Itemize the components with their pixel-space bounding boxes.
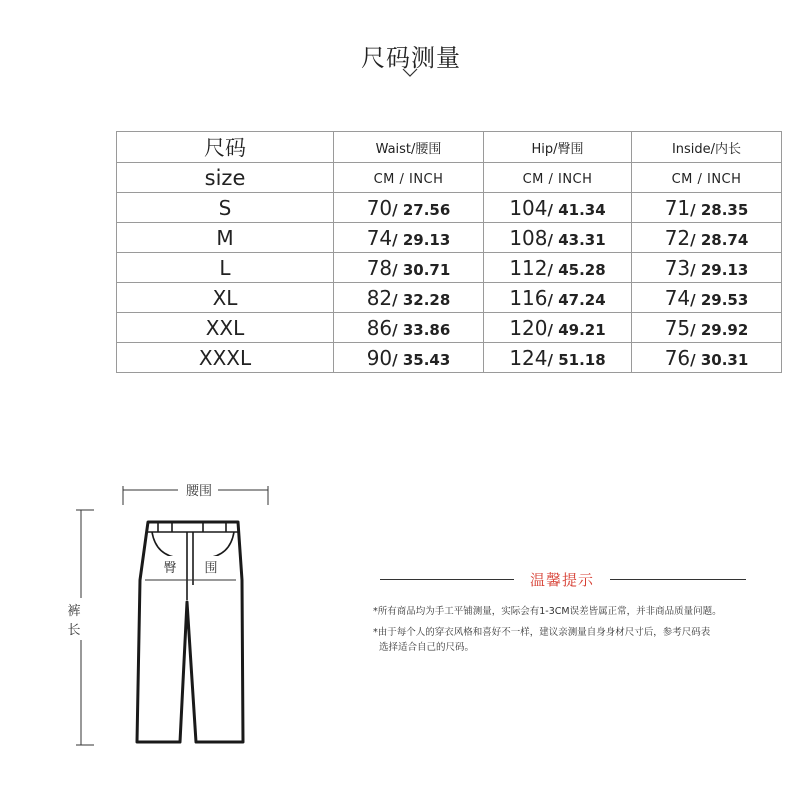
size-cell [117, 313, 334, 343]
inside-inch-value: 28.74 [700, 230, 749, 249]
table-unit-row [117, 163, 782, 193]
value-separator: / [690, 230, 701, 249]
waist-cell [334, 253, 484, 283]
size-value: S [218, 195, 232, 220]
value-separator: / [690, 320, 701, 339]
waist-cm-value: 90 [366, 345, 393, 370]
size-value: L [219, 255, 231, 280]
value-separator: / [547, 350, 559, 369]
value-separator: / [547, 320, 559, 339]
hip-cm-value: 120 [509, 315, 548, 340]
inside-cm-value: 73 [664, 255, 691, 280]
inside-cm-value: 76 [664, 345, 691, 370]
hip-cm-value: 104 [509, 195, 548, 220]
hip-inch-value: 47.24 [558, 290, 606, 309]
header-inside: Inside/内长 [632, 132, 782, 163]
size-cell [117, 223, 334, 253]
value-separator: / [392, 230, 403, 249]
size-cell [117, 343, 334, 373]
hip-inch-value: 49.21 [558, 320, 606, 339]
table-row [117, 283, 782, 313]
waist-cm-value: 86 [366, 315, 393, 340]
inside-cell [632, 253, 782, 283]
waist-cell [334, 193, 484, 223]
value-separator: / [547, 200, 559, 219]
inside-inch-value: 30.31 [700, 350, 749, 369]
inside-inch-value: 29.53 [700, 290, 749, 309]
waist-cm-value: 78 [366, 255, 393, 280]
notice-title: 温馨提示 [529, 571, 594, 589]
value-separator: / [547, 260, 559, 279]
inside-cell [632, 193, 782, 223]
unit-waist: CM / INCH [334, 163, 484, 193]
notice-note-1: *所有商品均为手工平铺测量，实际会有1-3CM误差皆属正常，并非商品质量问题。 [373, 606, 722, 617]
waist-inch-value: 32.28 [402, 290, 451, 309]
value-separator: / [690, 260, 701, 279]
hip-cell [484, 223, 632, 253]
hip-cell [484, 193, 632, 223]
pants-diagram [60, 470, 300, 760]
waist-cell [334, 343, 484, 373]
notice-divider-right [610, 579, 746, 580]
waist-cm-value: 70 [366, 195, 393, 220]
inside-cm-value: 75 [664, 315, 691, 340]
hip-cell [484, 343, 632, 373]
waist-label: 腰围 [185, 484, 213, 499]
inside-cell [632, 223, 782, 253]
value-separator: / [392, 320, 403, 339]
length-label-top: 裤 [67, 604, 81, 619]
header-waist: Waist/腰围 [334, 132, 484, 163]
size-value: XL [212, 285, 238, 310]
hip-label-left: 臀 [163, 561, 177, 576]
page-title: 尺码测量 [361, 44, 461, 72]
waist-cell [334, 223, 484, 253]
header-size-en: size [117, 163, 334, 193]
value-separator: / [690, 200, 701, 219]
waist-inch-value: 27.56 [402, 200, 451, 219]
hip-cm-value: 108 [509, 225, 548, 250]
table-row [117, 313, 782, 343]
hip-cm-value: 116 [509, 285, 548, 310]
size-value: XXXL [198, 345, 252, 370]
hip-cm-value: 124 [509, 345, 548, 370]
inside-cm-value: 72 [664, 225, 691, 250]
inside-inch-value: 29.92 [700, 320, 749, 339]
hip-cm-value: 112 [509, 255, 548, 280]
chevron-down-icon [402, 68, 418, 78]
table-row [117, 253, 782, 283]
waist-cell [334, 283, 484, 313]
value-separator: / [392, 260, 403, 279]
unit-hip: CM / INCH [484, 163, 632, 193]
waist-inch-value: 33.86 [402, 320, 451, 339]
notice-note-2-line-1: *由于每个人的穿衣风格和喜好不一样，建议亲测量自身身材尺寸后，参考尺码表 [373, 627, 711, 638]
waist-inch-value: 35.43 [402, 350, 451, 369]
value-separator: / [547, 230, 559, 249]
size-value: XXL [205, 315, 245, 340]
hip-label-right: 围 [204, 561, 218, 576]
value-separator: / [547, 290, 559, 309]
size-cell [117, 283, 334, 313]
hip-inch-value: 45.28 [558, 260, 606, 279]
hip-cell [484, 313, 632, 343]
inside-cell [632, 283, 782, 313]
table-row [117, 223, 782, 253]
value-separator: / [392, 200, 403, 219]
pants-icon [137, 522, 243, 742]
waist-inch-value: 29.13 [402, 230, 451, 249]
inside-inch-value: 29.13 [700, 260, 749, 279]
hip-cell [484, 283, 632, 313]
notice-note-2-line-2: 选择适合自己的尺码。 [379, 642, 475, 653]
waist-cell [334, 313, 484, 343]
table-row [117, 193, 782, 223]
hip-inch-value: 43.31 [558, 230, 606, 249]
size-value: M [216, 225, 234, 250]
hip-inch-value: 51.18 [558, 350, 606, 369]
table-header-row [117, 132, 782, 163]
notice-divider-left [380, 579, 514, 580]
hip-inch-value: 41.34 [558, 200, 606, 219]
waist-cm-value: 82 [366, 285, 393, 310]
value-separator: / [392, 350, 403, 369]
inside-cm-value: 74 [664, 285, 691, 310]
unit-inside: CM / INCH [632, 163, 782, 193]
size-table [116, 131, 782, 373]
value-separator: / [690, 290, 701, 309]
waist-cm-value: 74 [366, 225, 393, 250]
value-separator: / [690, 350, 701, 369]
header-hip: Hip/臀围 [484, 132, 632, 163]
size-cell [117, 193, 334, 223]
length-label-bottom: 长 [67, 623, 81, 638]
header-size-cn: 尺码 [117, 132, 334, 163]
waist-inch-value: 30.71 [402, 260, 451, 279]
inside-cell [632, 313, 782, 343]
inside-cm-value: 71 [664, 195, 691, 220]
inside-inch-value: 28.35 [700, 200, 749, 219]
inside-cell [632, 343, 782, 373]
value-separator: / [392, 290, 403, 309]
table-row [117, 343, 782, 373]
size-cell [117, 253, 334, 283]
hip-cell [484, 253, 632, 283]
